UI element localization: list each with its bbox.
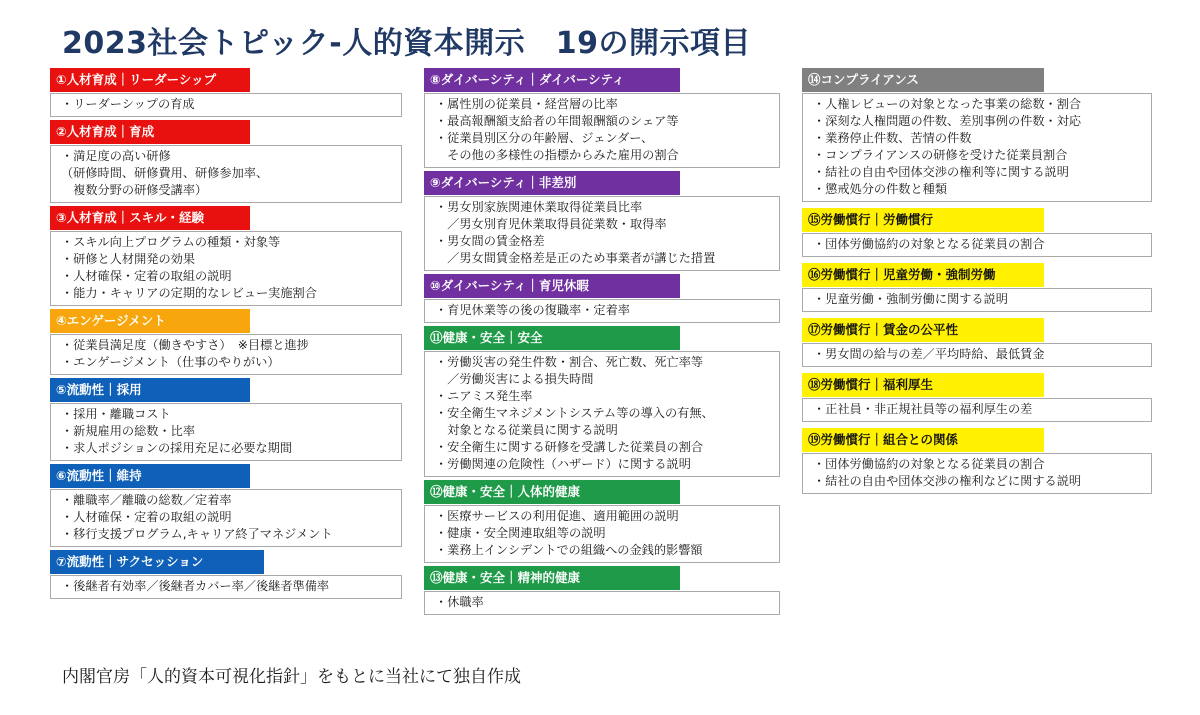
section-header: ⑫健康・安全｜人体的健康 xyxy=(424,480,680,504)
list-item: ・結社の自由や団体交渉の権利等に関する説明 xyxy=(813,165,1069,179)
disclosure-section xyxy=(424,171,780,271)
section-header: ③人材育成｜スキル・経験 xyxy=(50,206,250,230)
disclosure-section xyxy=(424,480,780,563)
list-item: ・最高報酬額支給者の年間報酬額のシェア等 xyxy=(435,114,679,128)
list-item: ・団体労働協約の対象となる従業員の割合 xyxy=(813,457,1045,471)
section-items-box xyxy=(424,93,780,168)
section-items-box xyxy=(424,591,780,615)
section-items-box xyxy=(424,299,780,323)
list-item: ・業務停止件数、苦情の件数 xyxy=(813,131,972,145)
section-header: ②人材育成｜育成 xyxy=(50,120,250,144)
list-item: ・男女間の給与の差／平均時給、最低賃金 xyxy=(813,347,1045,361)
section-header: ⑱労働慣行｜福利厚生 xyxy=(802,373,1044,397)
source-note: 内閣官房「人的資本可視化指針」をもとに当社にて独自作成 xyxy=(62,667,521,687)
disclosure-section xyxy=(50,206,402,306)
section-header: ⑪健康・安全｜安全 xyxy=(424,326,680,350)
list-item: ・医療サービスの利用促進、適用範囲の説明 xyxy=(435,509,679,523)
section-header: ⑯労働慣行｜児童労働・強制労働 xyxy=(802,263,1044,287)
list-item: ／労働災害による損失時間 xyxy=(435,372,594,386)
disclosure-section xyxy=(50,464,402,547)
disclosure-section xyxy=(424,326,780,477)
list-item: ・正社員・非正規社員等の福利厚生の差 xyxy=(813,402,1033,416)
section-header: ⑤流動性｜採用 xyxy=(50,378,250,402)
list-item: ・従業員別区分の年齢層、ジェンダー、 xyxy=(435,131,654,145)
list-item: ・男女間の賃金格差 xyxy=(435,234,545,248)
list-item: ・人材確保・定着の取組の説明 xyxy=(61,510,232,524)
list-item: ・離職率／離職の総数／定着率 xyxy=(61,493,232,507)
list-item: ・労働関連の危険性（ハザード）に関する説明 xyxy=(435,457,691,471)
list-item: ・コンプライアンスの研修を受けた従業員割合 xyxy=(813,148,1068,162)
list-item: ・研修と人材開発の効果 xyxy=(61,252,196,266)
disclosure-section xyxy=(50,550,402,599)
list-item: ・結社の自由や団体交渉の権利などに関する説明 xyxy=(813,474,1082,488)
disclosure-section xyxy=(802,68,1152,202)
list-item: ・満足度の高い研修 xyxy=(61,149,171,163)
section-header: ⑧ダイバーシティ｜ダイバーシティ xyxy=(424,68,680,92)
disclosure-section xyxy=(50,378,402,461)
section-items-box xyxy=(50,231,402,306)
disclosure-section xyxy=(802,318,1152,367)
disclosure-section xyxy=(424,566,780,615)
disclosure-section xyxy=(50,309,402,375)
section-items-box xyxy=(50,334,402,375)
disclosure-section xyxy=(424,274,780,323)
section-items-box xyxy=(50,145,402,203)
section-header: ④エンゲージメント xyxy=(50,309,250,333)
list-item: ・安全衛生に関する研修を受講した従業員の割合 xyxy=(435,440,704,454)
section-items-box xyxy=(802,288,1152,312)
list-item: ・ニアミス発生率 xyxy=(435,389,533,403)
list-item: ／男女間賃金格差是正のため事業者が講じた措置 xyxy=(435,251,716,265)
section-items-box xyxy=(802,343,1152,367)
list-item: ・休職率 xyxy=(435,595,484,609)
list-item: ・育児休業等の後の復職率・定着率 xyxy=(435,303,630,317)
column-right xyxy=(802,68,1152,497)
list-item: ・労働災害の発生件数・割合、死亡数、死亡率等 xyxy=(435,355,704,369)
list-item: ・業務上インシデントでの組織への金銭的影響額 xyxy=(435,543,703,557)
section-header: ⑩ダイバーシティ｜育児休暇 xyxy=(424,274,680,298)
disclosure-section xyxy=(50,68,402,117)
list-item: ・新規雇用の総数・比率 xyxy=(61,424,196,438)
list-item: ・懲戒処分の件数と種類 xyxy=(813,182,948,196)
section-items-box xyxy=(50,575,402,599)
section-items-box xyxy=(50,93,402,117)
section-items-box xyxy=(802,93,1152,202)
list-item: （研修時間、研修費用、研修参加率、 xyxy=(61,166,269,180)
list-item: ・人材確保・定着の取組の説明 xyxy=(61,269,232,283)
list-item: ・属性別の従業員・経営層の比率 xyxy=(435,97,618,111)
list-item: ・エンゲージメント（仕事のやりがい） xyxy=(61,355,280,369)
list-item: ・後継者有効率／後継者カバー率／後継者準備率 xyxy=(61,579,330,593)
list-item: 複数分野の研修受講率） xyxy=(61,183,208,197)
list-item: ・人権レビューの対象となった事業の総数・割合 xyxy=(813,97,1082,111)
list-item: ・深刻な人権問題の件数、差別事例の件数・対応 xyxy=(813,114,1082,128)
list-item: ・採用・離職コスト xyxy=(61,407,171,421)
disclosure-section xyxy=(424,68,780,168)
section-header: ⑲労働慣行｜組合との関係 xyxy=(802,428,1044,452)
section-header: ⑮労働慣行｜労働慣行 xyxy=(802,208,1044,232)
list-item: その他の多様性の指標からみた雇用の割合 xyxy=(435,148,679,162)
section-header: ⑦流動性｜サクセッション xyxy=(50,550,264,574)
section-header: ⑥流動性｜維持 xyxy=(50,464,250,488)
section-items-box xyxy=(50,403,402,461)
disclosure-section xyxy=(802,373,1152,422)
section-items-box xyxy=(802,453,1152,494)
list-item: ・健康・安全関連取組等の説明 xyxy=(435,526,606,540)
section-header: ①人材育成｜リーダーシップ xyxy=(50,68,250,92)
list-item: 対象となる従業員に関する説明 xyxy=(435,423,618,437)
disclosure-section xyxy=(802,428,1152,494)
page-title: 2023社会トピック-人的資本開示 19の開示項目 xyxy=(62,26,751,61)
section-header: ⑰労働慣行｜賃金の公平性 xyxy=(802,318,1044,342)
section-items-box xyxy=(802,398,1152,422)
column-middle xyxy=(424,68,780,618)
section-items-box xyxy=(50,489,402,547)
disclosure-section xyxy=(802,263,1152,312)
list-item: ／男女別育児休業取得員従業数・取得率 xyxy=(435,217,667,231)
section-header: ⑨ダイバーシティ｜非差別 xyxy=(424,171,680,195)
section-items-box xyxy=(424,505,780,563)
list-item: ・スキル向上プログラムの種類・対象等 xyxy=(61,235,281,249)
list-item: ・安全衛生マネジメントシステム等の導入の有無、 xyxy=(435,406,714,420)
section-items-box xyxy=(802,233,1152,257)
list-item: ・児童労働・強制労働に関する説明 xyxy=(813,292,1008,306)
section-header: ⑭コンプライアンス xyxy=(802,68,1044,92)
disclosure-section xyxy=(802,208,1152,257)
list-item: ・能力・キャリアの定期的なレビュー実施割合 xyxy=(61,286,317,300)
list-item: ・求人ポジションの採用充足に必要な期間 xyxy=(61,441,293,455)
list-item: ・男女別家族関連休業取得従業員比率 xyxy=(435,200,643,214)
column-left xyxy=(50,68,402,602)
section-items-box xyxy=(424,196,780,271)
list-item: ・移行支援プログラム,キャリア終了マネジメント xyxy=(61,527,333,541)
list-item: ・団体労働協約の対象となる従業員の割合 xyxy=(813,237,1045,251)
section-items-box xyxy=(424,351,780,477)
list-item: ・リーダーシップの育成 xyxy=(61,97,195,111)
disclosure-section xyxy=(50,120,402,203)
list-item: ・従業員満足度（働きやすさ） ※目標と進捗 xyxy=(61,338,309,352)
section-header: ⑬健康・安全｜精神的健康 xyxy=(424,566,680,590)
